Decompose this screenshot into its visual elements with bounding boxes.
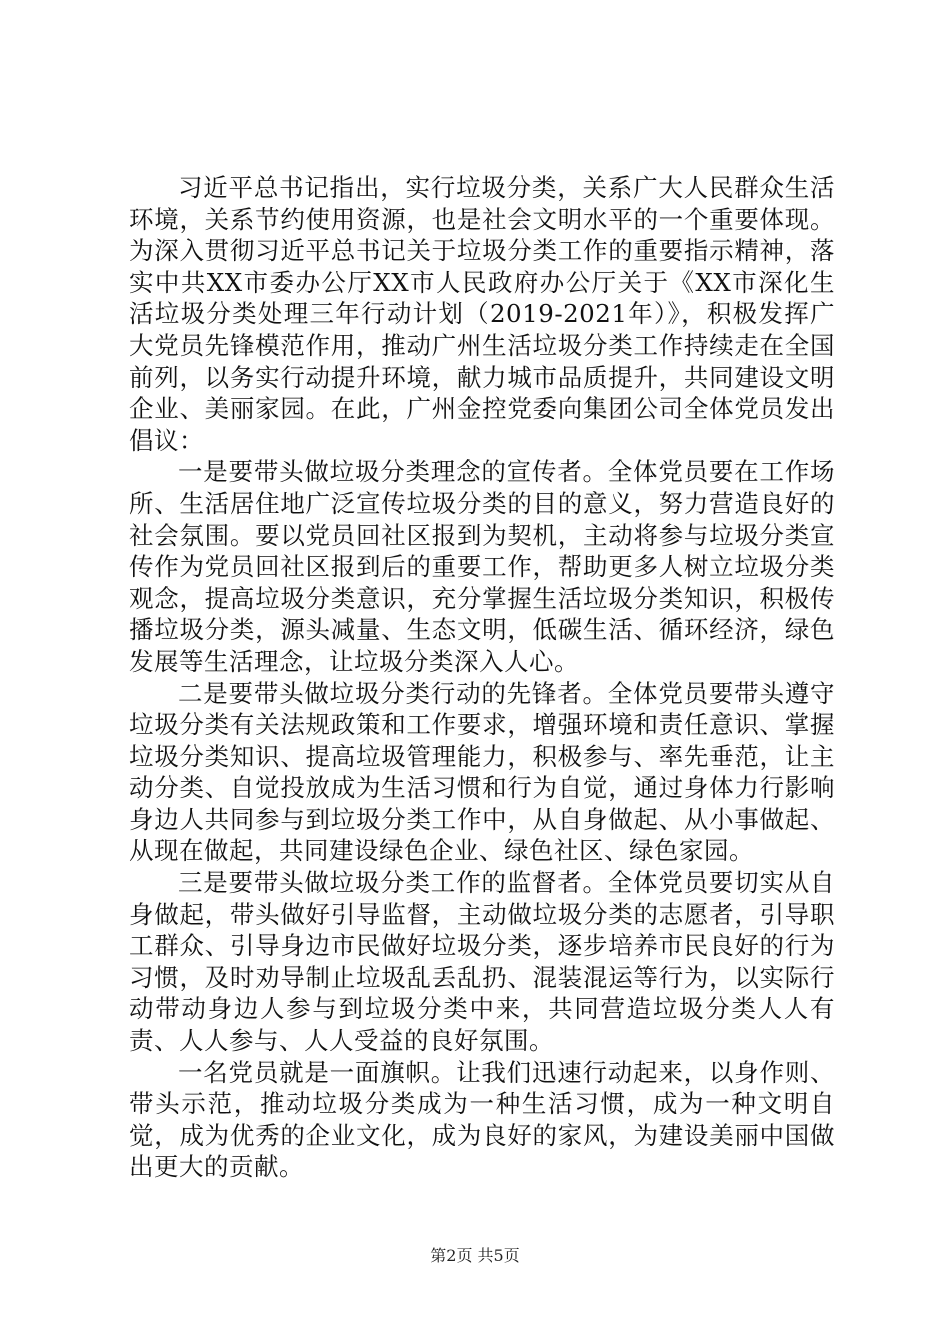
paragraph-point-two: 二是要带头做垃圾分类行动的先锋者。全体党员要带头遵守垃圾分类有关法规政策和工作要求，增强环境和责任意识、掌握垃圾分类知识、提高垃圾管理能力，积极参与、率先垂范，让主动分类、自觉投放成为生活习惯和行为自觉，通过身体力行影响身边人共同参与到垃圾分类工作中，从自身做起、从小事做起、从现在做起，共同建设绿色企业、绿色社区、绿色家园。 bbox=[129, 678, 835, 866]
paragraph-conclusion: 一名党员就是一面旗帜。让我们迅速行动起来，以身作则、带头示范，推动垃圾分类成为一种生活习惯，成为一种文明自觉，成为优秀的企业文化，成为良好的家风，为建设美丽中国做出更大的贡献。 bbox=[129, 1057, 835, 1182]
paragraph-intro: 习近平总书记指出，实行垃圾分类，关系广大人民群众生活环境，关系节约使用资源，也是社会文明水平的一个重要体现。为深入贯彻习近平总书记关于垃圾分类工作的重要指示精神，落实中共XX市委办公厅XX市人民政府办公厅关于《XX市深化生活垃圾分类处理三年行动计划（2019-2021年）》，积极发挥广大党员先锋模范作用，推动广州生活垃圾分类工作持续走在全国前列，以务实行动提升环境，献力城市品质提升，共同建设文明企业、美丽家园。在此，广州金控党委向集团公司全体党员发出倡议： bbox=[129, 173, 835, 455]
paragraph-point-one: 一是要带头做垃圾分类理念的宣传者。全体党员要在工作场所、生活居住地广泛宣传垃圾分类的目的意义，努力营造良好的社会氛围。要以党员回社区报到为契机，主动将参与垃圾分类宣传作为党员回社区报到后的重要工作，帮助更多人树立垃圾分类观念，提高垃圾分类意识，充分掌握生活垃圾分类知识，积极传播垃圾分类，源头减量、生态文明，低碳生活、循环经济，绿色发展等生活理念，让垃圾分类深入人心。 bbox=[129, 457, 835, 676]
paragraph-point-three: 三是要带头做垃圾分类工作的监督者。全体党员要切实从自身做起，带头做好引导监督，主动做垃圾分类的志愿者，引导职工群众、引导身边市民做好垃圾分类，逐步培养市民良好的行为习惯，及时劝导制止垃圾乱丢乱扔、混装混运等行为，以实际行动带动身边人参与到垃圾分类中来，共同营造垃圾分类人人有责、人人参与、人人受益的良好氛围。 bbox=[129, 868, 835, 1056]
page-number-footer: 第2页 共5页 bbox=[430, 1246, 520, 1265]
document-body bbox=[129, 172, 835, 1183]
